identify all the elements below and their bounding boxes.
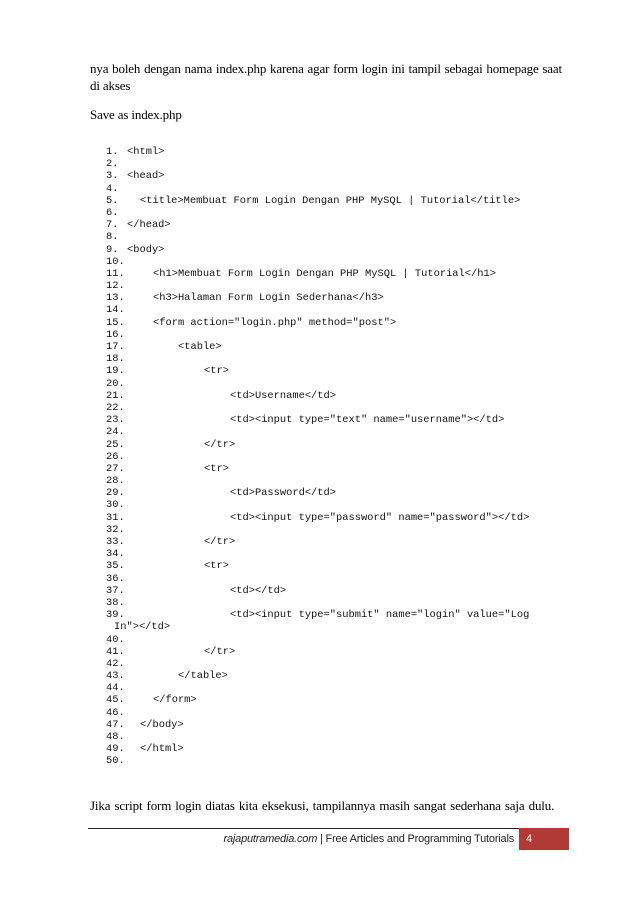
line-number: 22. xyxy=(106,401,125,414)
code-line xyxy=(106,353,566,365)
code-line xyxy=(106,378,566,390)
code-text: </form> xyxy=(153,694,197,707)
code-text: <td><input type="password" name="password"></td> xyxy=(230,511,530,524)
code-line xyxy=(106,439,566,451)
code-line xyxy=(106,646,566,658)
code-line xyxy=(106,244,566,256)
code-line xyxy=(106,694,566,706)
line-number: 33. xyxy=(106,536,125,548)
line-number: 26. xyxy=(106,450,125,463)
code-text: <table> xyxy=(178,341,222,353)
code-text: In"></td> xyxy=(114,621,171,634)
intro-paragraph: nya boleh dengan nama index.php karena agar form login ini tampil sebagai homepage saat di akses xyxy=(90,61,562,93)
code-line xyxy=(106,634,566,646)
footer-site: rajaputramedia.com xyxy=(223,833,318,845)
code-line xyxy=(106,268,566,280)
code-text: <tr> xyxy=(204,462,229,475)
code-line xyxy=(106,682,566,694)
line-number: 43. xyxy=(106,670,125,683)
code-line xyxy=(106,499,566,511)
code-line xyxy=(106,158,566,170)
line-number: 5. xyxy=(106,194,119,207)
code-line xyxy=(106,256,566,268)
code-text: <title>Membuat Form Login Dengan PHP MySQL | Tutorial</title> xyxy=(140,194,521,207)
code-text: </body> xyxy=(140,718,184,731)
code-text: <td>Username</td> xyxy=(230,389,337,402)
code-line xyxy=(106,304,566,316)
line-number: 21. xyxy=(106,389,125,402)
code-line xyxy=(106,731,566,743)
line-number: 7. xyxy=(106,219,119,232)
code-text: <form action="login.php" method="post"> xyxy=(153,316,397,329)
code-text: </head> xyxy=(127,219,171,232)
code-line xyxy=(106,475,566,487)
line-number: 47. xyxy=(106,718,125,731)
line-number: 48. xyxy=(106,731,125,743)
code-line xyxy=(106,390,566,402)
code-line xyxy=(106,426,566,438)
page-number-badge: 4 xyxy=(519,828,569,850)
code-line xyxy=(106,329,566,341)
code-line xyxy=(106,207,566,219)
code-line xyxy=(106,743,566,755)
code-line xyxy=(106,548,566,560)
code-text: <tr> xyxy=(204,365,229,378)
footer-separator: | xyxy=(317,833,326,845)
code-line xyxy=(106,231,566,243)
footer-tagline: Free Articles and Programming Tutorials xyxy=(325,833,514,845)
code-line xyxy=(106,292,566,304)
code-text: </table> xyxy=(178,670,228,683)
code-text: </tr> xyxy=(204,438,236,451)
code-line xyxy=(106,341,566,353)
code-line xyxy=(106,536,566,548)
code-line xyxy=(106,170,566,182)
line-number: 50. xyxy=(106,755,125,768)
code-listing xyxy=(106,146,566,768)
line-number: 49. xyxy=(106,743,125,756)
conclusion-paragraph: Jika script form login diatas kita eksekusi, tampilannya masih sangat sederhana saja dulu. xyxy=(90,798,555,813)
line-number: 4. xyxy=(106,182,119,195)
line-number: 37. xyxy=(106,584,125,597)
line-number: 28. xyxy=(106,475,125,488)
line-number: 14. xyxy=(106,304,125,317)
code-line xyxy=(106,670,566,682)
line-number: 35. xyxy=(106,560,125,573)
line-number: 39. xyxy=(106,609,125,622)
line-number: 19. xyxy=(106,365,125,378)
code-text: <h1>Membuat Form Login Dengan PHP MySQL | Tutorial</h1> xyxy=(153,267,496,280)
line-number: 36. xyxy=(106,572,125,585)
line-number: 15. xyxy=(106,316,125,329)
code-line xyxy=(106,463,566,475)
code-text: <td>Password</td> xyxy=(230,487,337,500)
line-number: 3. xyxy=(106,170,119,183)
line-number: 42. xyxy=(106,657,125,670)
code-line xyxy=(106,280,566,292)
line-number: 16. xyxy=(106,328,125,341)
line-number: 44. xyxy=(106,682,125,695)
line-number: 24. xyxy=(106,426,125,439)
line-number: 41. xyxy=(106,645,125,658)
code-line xyxy=(106,597,566,609)
line-number: 13. xyxy=(106,292,125,305)
code-text: </tr> xyxy=(204,645,236,658)
footer-text xyxy=(170,828,514,850)
line-number: 34. xyxy=(106,548,125,561)
code-text: <td></td> xyxy=(230,584,287,597)
code-line xyxy=(106,524,566,536)
line-number: 18. xyxy=(106,353,125,366)
code-line xyxy=(106,585,566,597)
code-line xyxy=(106,658,566,670)
code-line xyxy=(106,560,566,572)
line-number: 1. xyxy=(106,146,119,158)
line-number: 9. xyxy=(106,243,119,256)
code-line xyxy=(106,183,566,195)
line-number: 11. xyxy=(106,267,125,280)
code-text: <body> xyxy=(127,243,165,256)
line-number: 45. xyxy=(106,694,125,707)
code-line xyxy=(106,573,566,585)
code-line xyxy=(106,317,566,329)
line-number: 30. xyxy=(106,499,125,512)
code-line xyxy=(106,707,566,719)
code-line xyxy=(106,365,566,377)
line-number: 10. xyxy=(106,255,125,268)
line-number: 31. xyxy=(106,511,125,524)
code-line xyxy=(106,414,566,426)
code-line xyxy=(106,451,566,463)
save-as-note: Save as index.php xyxy=(90,107,182,122)
code-line-continuation xyxy=(106,621,566,633)
line-number: 40. xyxy=(106,633,125,646)
line-number: 32. xyxy=(106,523,125,536)
code-text: <html> xyxy=(127,146,165,158)
code-text: <h3>Halaman Form Login Sederhana</h3> xyxy=(153,292,384,305)
line-number: 23. xyxy=(106,414,125,427)
line-number: 25. xyxy=(106,438,125,451)
code-text: <td><input type="text" name="username"></td> xyxy=(230,414,505,427)
code-line xyxy=(106,146,566,158)
code-text: <head> xyxy=(127,170,165,183)
code-line xyxy=(106,755,566,767)
code-text: <td><input type="submit" name="login" value="Log xyxy=(230,609,530,622)
code-line xyxy=(106,219,566,231)
line-number: 20. xyxy=(106,377,125,390)
line-number: 2. xyxy=(106,158,119,171)
line-number: 12. xyxy=(106,280,125,293)
code-text: </tr> xyxy=(204,536,236,548)
line-number: 6. xyxy=(106,206,119,219)
line-number: 46. xyxy=(106,706,125,719)
line-number: 27. xyxy=(106,462,125,475)
code-line xyxy=(106,402,566,414)
code-line xyxy=(106,487,566,499)
code-text: <tr> xyxy=(204,560,229,573)
code-line xyxy=(106,609,566,621)
code-line xyxy=(106,719,566,731)
code-text: </html> xyxy=(140,743,184,756)
line-number: 8. xyxy=(106,231,119,244)
line-number: 17. xyxy=(106,341,125,353)
line-number: 29. xyxy=(106,487,125,500)
code-line xyxy=(106,195,566,207)
code-line xyxy=(106,512,566,524)
line-number: 38. xyxy=(106,596,125,609)
